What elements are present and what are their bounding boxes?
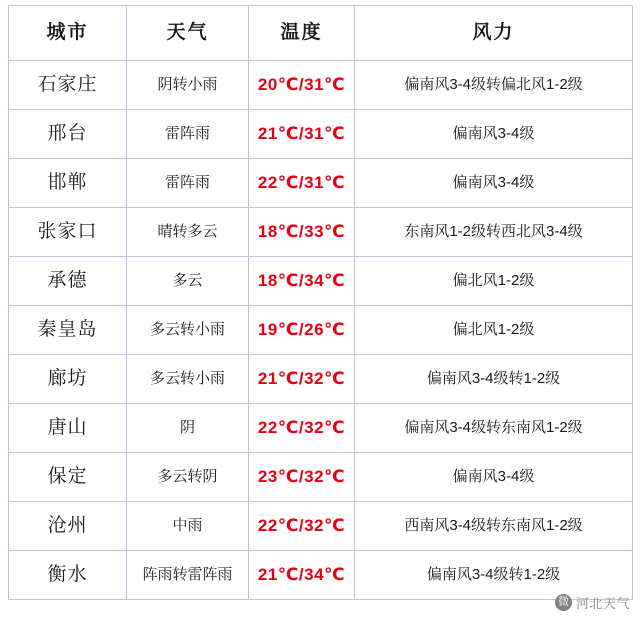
cell-weather: 阵雨转雷阵雨 (127, 551, 249, 600)
cell-temperature: 21℃/34℃ (249, 551, 355, 600)
cell-wind: 偏南风3-4级 (355, 453, 633, 502)
cell-wind: 偏南风3-4级 (355, 159, 633, 208)
cell-weather: 多云转阴 (127, 453, 249, 502)
cell-city: 张家口 (9, 208, 127, 257)
cell-temperature: 21℃/32℃ (249, 355, 355, 404)
cell-city: 石家庄 (9, 61, 127, 110)
weather-forecast-table (8, 5, 633, 600)
cell-weather: 晴转多云 (127, 208, 249, 257)
table-row (9, 551, 633, 600)
cell-temperature: 18℃/34℃ (249, 257, 355, 306)
table-row (9, 453, 633, 502)
column-header-city: 城市 (9, 6, 127, 61)
cell-city: 秦皇岛 (9, 306, 127, 355)
column-header-weather: 天气 (127, 6, 249, 61)
cell-wind: 偏南风3-4级转1-2级 (355, 355, 633, 404)
wechat-icon: 微 (555, 594, 572, 611)
cell-temperature: 21℃/31℃ (249, 110, 355, 159)
cell-temperature: 18℃/33℃ (249, 208, 355, 257)
column-header-temperature: 温度 (249, 6, 355, 61)
cell-city: 沧州 (9, 502, 127, 551)
cell-weather: 阴转小雨 (127, 61, 249, 110)
table-row (9, 208, 633, 257)
table-header-row (9, 6, 633, 61)
cell-wind: 西南风3-4级转东南风1-2级 (355, 502, 633, 551)
cell-city: 承德 (9, 257, 127, 306)
cell-temperature: 20℃/31℃ (249, 61, 355, 110)
table-row (9, 502, 633, 551)
table-row (9, 306, 633, 355)
cell-city: 唐山 (9, 404, 127, 453)
table-row (9, 61, 633, 110)
cell-weather: 雷阵雨 (127, 110, 249, 159)
cell-city: 邢台 (9, 110, 127, 159)
watermark (555, 593, 630, 612)
cell-wind: 偏南风3-4级转东南风1-2级 (355, 404, 633, 453)
table-row (9, 159, 633, 208)
cell-wind: 偏北风1-2级 (355, 306, 633, 355)
cell-wind: 偏北风1-2级 (355, 257, 633, 306)
cell-city: 衡水 (9, 551, 127, 600)
cell-temperature: 22℃/32℃ (249, 502, 355, 551)
table-row (9, 404, 633, 453)
cell-wind: 偏南风3-4级转偏北风1-2级 (355, 61, 633, 110)
cell-temperature: 22℃/32℃ (249, 404, 355, 453)
cell-city: 廊坊 (9, 355, 127, 404)
cell-city: 邯郸 (9, 159, 127, 208)
cell-city: 保定 (9, 453, 127, 502)
cell-wind: 东南风1-2级转西北风3-4级 (355, 208, 633, 257)
cell-weather: 雷阵雨 (127, 159, 249, 208)
cell-weather: 阴 (127, 404, 249, 453)
cell-temperature: 23℃/32℃ (249, 453, 355, 502)
cell-weather: 多云 (127, 257, 249, 306)
cell-temperature: 19℃/26℃ (249, 306, 355, 355)
cell-wind: 偏南风3-4级 (355, 110, 633, 159)
cell-weather: 中雨 (127, 502, 249, 551)
cell-temperature: 22℃/31℃ (249, 159, 355, 208)
cell-weather: 多云转小雨 (127, 355, 249, 404)
table-row (9, 257, 633, 306)
weather-table-sheet (0, 5, 640, 618)
watermark-label: 河北天气 (575, 596, 630, 611)
table-row (9, 355, 633, 404)
column-header-wind: 风力 (355, 6, 633, 61)
cell-weather: 多云转小雨 (127, 306, 249, 355)
table-row (9, 110, 633, 159)
cell-wind: 偏南风3-4级转1-2级 (355, 551, 633, 600)
